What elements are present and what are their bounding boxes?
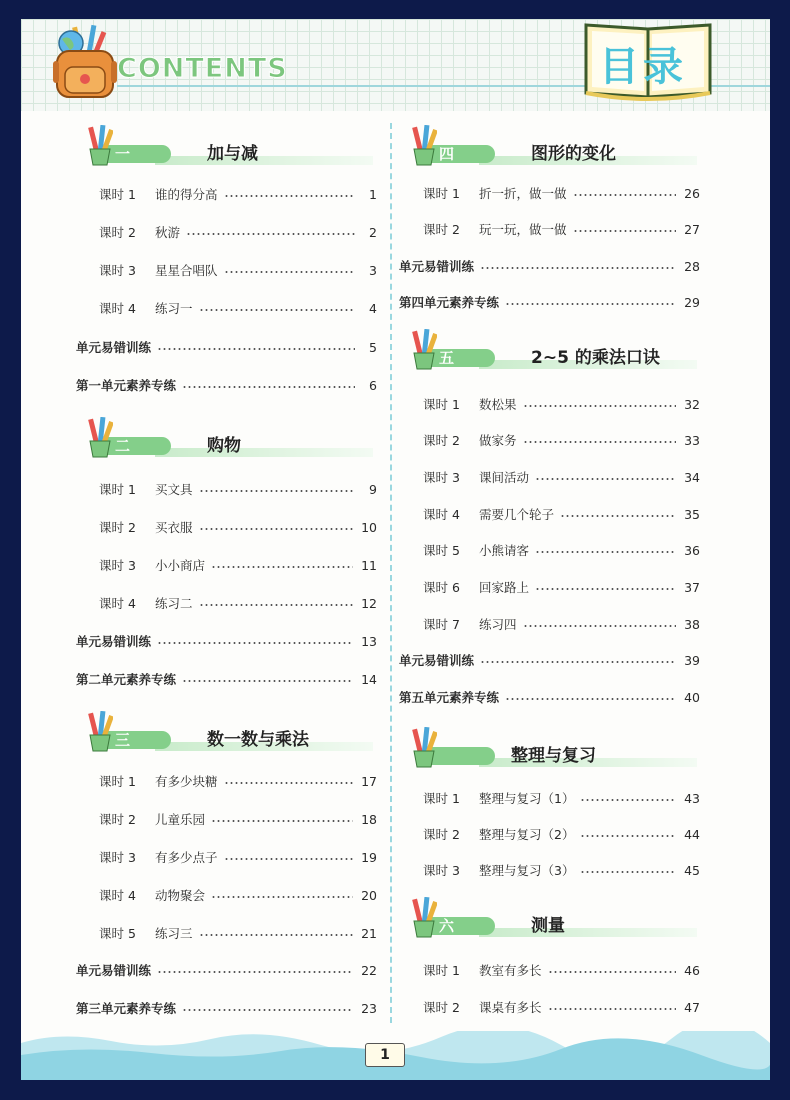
lesson-title: 练习三 [155,926,193,941]
lesson-title: 玩一玩，做一做 [479,222,567,237]
pencil-cup-icon [411,125,437,167]
toc-lesson-row[interactable] [99,556,377,574]
dot-leader [580,835,676,837]
dot-leader [480,661,676,663]
page-ref: 13 [361,633,377,649]
lesson-number: 课时 2 [423,222,460,237]
unit-number: 五 [439,349,455,367]
toc-section-row[interactable] [399,293,700,311]
page-ref: 32 [684,396,700,412]
toc-lesson-row[interactable] [423,861,700,879]
lesson-number: 课时 2 [423,827,460,842]
toc-section-row[interactable] [76,632,377,650]
lesson-title: 买衣服 [155,520,193,535]
page-ref: 39 [684,652,700,668]
page-ref: 6 [369,377,377,393]
lesson-title: 星星合唱队 [155,263,218,278]
dot-leader [573,230,677,232]
page-ref: 45 [684,862,700,878]
dot-leader [580,799,676,801]
dot-leader [211,896,353,898]
page-ref: 5 [369,339,377,355]
page-ref: 20 [361,887,377,903]
toc-lesson-row[interactable] [99,924,377,942]
page-ref: 29 [684,294,700,310]
lesson-title: 儿童乐园 [155,812,206,827]
lesson-number: 课时 4 [423,507,460,522]
unit-number: 六 [439,917,455,935]
contents-heading: CONTENTS [117,53,288,84]
unit-heading [87,431,377,461]
dot-leader [199,934,354,936]
lesson-title: 教室有多长 [479,963,542,978]
page-ref: 1 [369,186,377,202]
page-ref: 12 [361,595,377,611]
pencil-cup-icon [87,417,113,459]
dot-leader [182,680,353,682]
dot-leader [182,386,355,388]
dot-leader [157,971,353,973]
dot-leader [580,871,676,873]
pencil-cup-icon [87,711,113,753]
lesson-title: 练习四 [479,617,517,632]
toc-section-row[interactable] [399,688,700,706]
page-ref: 11 [361,557,377,573]
section-title: 第一单元素养专练 [76,378,177,393]
lesson-title: 需要几个轮子 [479,507,555,522]
unit-title: 数一数与乘法 [207,730,309,750]
toc-section-row[interactable] [76,670,377,688]
lesson-number: 课时 1 [99,482,136,497]
toc-lesson-row[interactable] [99,185,377,203]
lesson-title: 数松果 [479,397,517,412]
page-ref: 14 [361,671,377,687]
unit-heading [87,725,377,755]
lesson-title: 做家务 [479,433,517,448]
page-ref: 4 [369,300,377,316]
dot-leader [523,625,677,627]
toc-lesson-row[interactable] [99,594,377,612]
lesson-title: 动物聚会 [155,888,206,903]
page-ref: 43 [684,790,700,806]
lesson-title: 练习二 [155,596,193,611]
lesson-number: 课时 2 [99,225,136,240]
dot-leader [535,588,676,590]
section-title: 单元易错训练 [399,259,475,274]
dot-leader [480,267,676,269]
lesson-number: 课时 3 [423,470,460,485]
page-ref: 36 [684,542,700,558]
page-ref: 28 [684,258,700,274]
lesson-number: 课时 1 [423,963,460,978]
toc-lesson-row[interactable] [423,615,700,633]
pencil-cup-icon [411,897,437,939]
dot-leader [157,348,355,350]
lesson-title: 有多少点子 [155,850,218,865]
toc-section-row[interactable] [76,376,377,394]
unit-number: 二 [115,437,131,455]
toc-lesson-row[interactable] [99,886,377,904]
dot-leader [186,233,355,235]
page-ref: 19 [361,849,377,865]
lesson-number: 课时 4 [99,596,136,611]
toc-lesson-row[interactable] [99,772,377,790]
toc-page [21,19,770,1080]
page-ref: 46 [684,962,700,978]
unit-title: 加与减 [207,144,258,164]
toc-lesson-row[interactable] [423,789,700,807]
unit-title: 购物 [207,436,241,456]
toc-section-row[interactable] [76,999,377,1017]
page-ref: 27 [684,221,700,237]
unit-heading [411,343,700,373]
lesson-number: 课时 2 [423,433,460,448]
toc-lesson-row[interactable] [423,468,700,486]
lesson-number: 课时 3 [99,850,136,865]
lesson-title: 课间活动 [479,470,530,485]
section-title: 单元易错训练 [76,340,152,355]
page-ref: 35 [684,506,700,522]
dot-leader [199,528,354,530]
toc-lesson-row[interactable] [99,223,377,241]
unit-title: 图形的变化 [531,144,616,164]
lesson-title: 小小商店 [155,558,206,573]
lesson-number: 课时 5 [423,543,460,558]
mulu-title: 目录 [599,44,687,90]
lesson-number: 课时 1 [99,187,136,202]
column-divider [390,123,392,1023]
toc-lesson-row[interactable] [99,848,377,866]
section-title: 第五单元素养专练 [399,690,500,705]
page-ref: 10 [361,519,377,535]
section-title: 第二单元素养专练 [76,672,177,687]
unit-heading-bar [155,156,373,165]
toc-lesson-row[interactable] [423,395,700,413]
lesson-title: 小熊请客 [479,543,530,558]
page-ref: 40 [684,689,700,705]
dot-leader [505,303,676,305]
lesson-title: 有多少块糖 [155,774,218,789]
lesson-title: 回家路上 [479,580,530,595]
unit-heading [411,139,700,169]
unit-heading [411,911,700,941]
lesson-title: 买文具 [155,482,193,497]
dot-leader [535,551,676,553]
toc-lesson-row[interactable] [99,480,377,498]
page-ref: 18 [361,811,377,827]
dot-leader [199,309,355,311]
dot-leader [224,195,355,197]
pencil-cup-icon [411,329,437,371]
toc-lesson-row[interactable] [423,825,700,843]
lesson-number: 课时 4 [99,888,136,903]
lesson-title: 折一折，做一做 [479,186,567,201]
dot-leader [182,1009,353,1011]
dot-leader [199,604,354,606]
toc-section-row[interactable] [399,257,700,275]
dot-leader [548,971,677,973]
page-ref: 38 [684,616,700,632]
toc-lesson-row[interactable] [423,505,700,523]
page-ref: 21 [361,925,377,941]
dot-leader [211,820,353,822]
lesson-title: 练习一 [155,301,193,316]
pencil-cup-icon [411,727,437,769]
toc-section-row[interactable] [399,651,700,669]
dot-leader [573,194,677,196]
lesson-number: 课时 1 [423,186,460,201]
dot-leader [560,515,676,517]
dot-leader [199,490,355,492]
section-title: 第三单元素养专练 [76,1001,177,1016]
lesson-number: 课时 7 [423,617,460,632]
unit-heading-bar [479,928,697,937]
lesson-title: 整理与复习（2） [479,827,575,842]
unit-number: 四 [439,145,455,163]
lesson-number: 课时 3 [99,558,136,573]
page-ref: 33 [684,432,700,448]
page-ref: 34 [684,469,700,485]
dot-leader [505,698,676,700]
lesson-number: 课时 3 [423,863,460,878]
toc-lesson-row[interactable] [423,220,700,238]
lesson-number: 课时 3 [99,263,136,278]
toc-lesson-row[interactable] [423,998,700,1016]
unit-title: 测量 [531,916,565,936]
section-title: 第四单元素养专练 [399,295,500,310]
page-ref: 3 [369,262,377,278]
unit-heading [411,741,700,771]
toc-lesson-row[interactable] [99,810,377,828]
dot-leader [523,441,677,443]
toc-lesson-row[interactable] [423,431,700,449]
unit-title: 整理与复习 [511,746,596,766]
dot-leader [211,566,353,568]
dot-leader [548,1008,677,1010]
toc-section-row[interactable] [76,338,377,356]
dot-leader [224,782,354,784]
page-number: 1 [365,1043,405,1067]
lesson-number: 课时 1 [423,397,460,412]
page-ref: 23 [361,1000,377,1016]
dot-leader [157,642,353,644]
pencil-cup-icon [87,125,113,167]
page-ref: 37 [684,579,700,595]
dot-leader [224,271,355,273]
page-ref: 22 [361,962,377,978]
dot-leader [535,478,676,480]
dot-leader [224,858,354,860]
section-title: 单元易错训练 [399,653,475,668]
toc-section-row[interactable] [76,961,377,979]
toc-lesson-row[interactable] [99,518,377,536]
lesson-number: 课时 5 [99,926,136,941]
section-title: 单元易错训练 [76,963,152,978]
toc-lesson-row[interactable] [423,184,700,202]
page-ref: 26 [684,185,700,201]
lesson-number: 课时 4 [99,301,136,316]
lesson-number: 课时 1 [423,791,460,806]
dot-leader [523,405,677,407]
section-title: 单元易错训练 [76,634,152,649]
unit-number: 一 [115,145,131,163]
page-ref: 44 [684,826,700,842]
unit-heading-bar [155,448,373,457]
backpack-mascot-icon [45,21,125,105]
lesson-number: 课时 2 [99,812,136,827]
page-ref: 9 [369,481,377,497]
unit-number: 三 [115,731,131,749]
page-ref: 17 [361,773,377,789]
lesson-number: 课时 2 [99,520,136,535]
toc-lesson-row[interactable] [99,261,377,279]
toc-lesson-row[interactable] [99,299,377,317]
unit-title: 2~5 的乘法口诀 [531,348,660,368]
lesson-title: 课桌有多长 [479,1000,542,1015]
lesson-title: 谁的得分高 [155,187,218,202]
lesson-title: 整理与复习（3） [479,863,575,878]
lesson-number: 课时 1 [99,774,136,789]
page-ref: 47 [684,999,700,1015]
unit-heading [87,139,377,169]
page-ref: 2 [369,224,377,240]
lesson-title: 秋游 [155,225,181,240]
toc-lesson-row[interactable] [423,541,700,559]
lesson-number: 课时 6 [423,580,460,595]
lesson-number: 课时 2 [423,1000,460,1015]
toc-lesson-row[interactable] [423,961,700,979]
toc-lesson-row[interactable] [423,578,700,596]
lesson-title: 整理与复习（1） [479,791,575,806]
